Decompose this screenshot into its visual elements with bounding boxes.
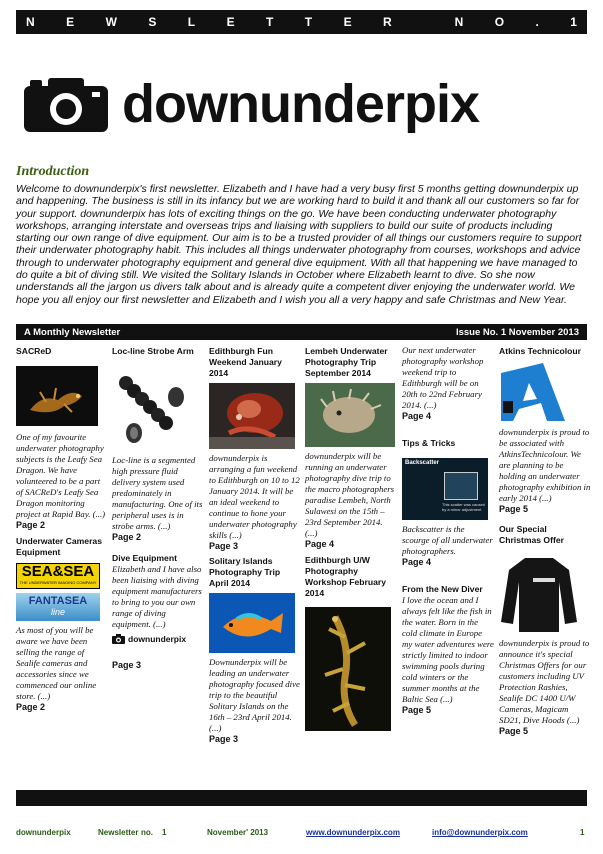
footer-no: no.	[141, 828, 153, 837]
footer-page-number: 1	[580, 828, 585, 837]
edithburgh-fun-page-link[interactable]: Page 3	[209, 541, 239, 551]
fantasea-logo	[16, 593, 100, 621]
loc-line-arm-photo	[112, 365, 196, 449]
frogfish-photo	[305, 383, 395, 447]
new-diver-text: I love the ocean and I always felt like the fish in the water. Born in the cold climate in Europe my water adventures were strictly limited to indoor swimming pools during cold winters or the summer months at the Baltic Sea (...)	[402, 595, 494, 704]
tips-text: Backscatter is the scourge of all underwater photographers.	[402, 524, 493, 556]
dive-equipment-heading: Dive Equipment	[112, 553, 177, 563]
solitary-islands-heading: Solitary Islands Photography Trip April 2014	[209, 556, 281, 588]
banner-letter: R	[383, 15, 392, 29]
locline-heading: Loc-line Strobe Arm	[112, 346, 194, 356]
cameras-heading: Underwater Cameras Equipment	[16, 536, 102, 557]
small-logo	[112, 634, 204, 644]
lembeh-text: downunderpix will be running an underwater photography dive trip to the macro photographers paradise Lembeh, North Sulawesi on the 15th – 23rd September 2014. (...)	[305, 451, 395, 538]
banner-letter: T	[266, 15, 274, 29]
backscatter-caption: This scatter was caused by a minor adjustment	[442, 502, 485, 512]
solitary-islands-text: Downunderpix will be leading an underwater photography focused dive trip to the beautiful Solitary Islands on the 16th – 23rd April 2014. (...)	[209, 657, 300, 733]
newsletter-banner	[16, 10, 587, 34]
small-logo-text: downunderpix	[128, 634, 187, 644]
lembeh-heading: Lembeh Underwater Photography Trip September 2014	[305, 346, 388, 378]
workshop-page-link[interactable]: Page 4	[402, 411, 432, 421]
atkins-page-link[interactable]: Page 5	[499, 504, 529, 514]
cameras-page-link[interactable]: Page 2	[16, 702, 46, 712]
footer-newsletter: Newsletter	[98, 828, 139, 837]
sea-and-sea-text: SEA&SEA	[21, 563, 95, 580]
issue-bar	[16, 324, 587, 340]
column-1	[16, 346, 108, 712]
banner-letter: S	[148, 15, 157, 29]
banner-letter: E	[66, 15, 75, 29]
edithburgh-fun-heading: Edithburgh Fun Weekend January 2014	[209, 346, 282, 378]
new-diver-heading: From the New Diver	[402, 584, 483, 594]
sacred-heading: SACReD	[16, 346, 52, 356]
banner-letter: N	[454, 15, 464, 29]
dive-equipment-page-link[interactable]: Page 3	[112, 660, 142, 670]
footer-website-link[interactable]: www.downunderpix.com	[306, 828, 400, 837]
column-6	[499, 346, 591, 736]
footer-number: 1	[162, 828, 167, 837]
christmas-offer-page-link[interactable]: Page 5	[499, 726, 529, 736]
column-5	[402, 345, 494, 715]
dive-equipment-text: Elizabeth and I have also been liaising with diving equipment manufacturers to bring to you our own range of diving equipment. (...)	[112, 564, 202, 629]
fish-photo	[209, 593, 295, 653]
banner-letter: .	[535, 15, 539, 29]
banner-letter: 1	[570, 15, 577, 29]
new-diver-page-link[interactable]: Page 5	[402, 705, 432, 715]
atkins-heading: Atkins Technicolour	[499, 346, 581, 356]
column-4	[305, 346, 397, 731]
lembeh-page-link[interactable]: Page 4	[305, 539, 335, 549]
footer-email-link[interactable]: info@downunderpix.com	[432, 828, 528, 837]
tagline: A Monthly Newsletter	[24, 326, 121, 338]
edithburgh-fun-text: downunderpix is arranging a fun weekend to Edithburgh on 10 to 12 January 2014. It will be an ideal weekend to continue to hone your underwater photography skills (...)	[209, 453, 300, 540]
solitary-islands-page-link[interactable]: Page 3	[209, 734, 239, 744]
banner-letter: E	[226, 15, 235, 29]
locline-page-link[interactable]: Page 2	[112, 532, 142, 542]
banner-letter: E	[343, 15, 352, 29]
fantasea-subtext: line	[50, 607, 65, 617]
sea-dragon-photo	[305, 607, 391, 731]
issue-label: Issue No. 1 November 2013	[455, 326, 579, 338]
banner-letter: L	[187, 15, 196, 29]
fantasea-text: FANTASEA	[28, 595, 88, 607]
sea-and-sea-subtext: THE UNDERWATER IMAGING COMPANY	[19, 580, 97, 585]
cameras-text: As most of you will be aware we have been selling the range of Sealife cameras and accessories since we commenced our online store. (...)	[16, 625, 97, 701]
leafy-sea-dragon-photo	[16, 366, 98, 426]
banner-letter: T	[304, 15, 313, 29]
atkins-text: downunderpix is proud to be associated with AtkinsTechnicolour. We are planning to be holding an underwater photography exhibition in early 2014 (...)	[499, 427, 591, 503]
christmas-offer-heading: Our Special Christmas Offer	[499, 524, 564, 545]
banner-letter: O	[494, 15, 505, 29]
sea-and-sea-logo	[16, 563, 100, 589]
masthead-logo	[20, 74, 479, 134]
column-2	[112, 346, 204, 670]
tips-page-link[interactable]: Page 4	[402, 557, 432, 567]
edithburgh-workshop-heading: Edithburgh U/W Photography Workshop February 2014	[305, 555, 387, 598]
locline-text: Loc-line is a segmented high pressure fluid delivery system used predominately in manufacturing. One of its peripheral uses is in strobe arms. (...)	[112, 455, 203, 531]
footer-brand: downunderpix	[16, 828, 71, 837]
banner-letter: N	[26, 15, 35, 29]
atkins-logo	[499, 361, 567, 423]
footer-bar	[16, 790, 587, 806]
logo-text: downunderpix	[122, 74, 479, 134]
footer-date: November' 2013	[207, 828, 269, 837]
tips-heading: Tips & Tricks	[402, 438, 456, 448]
hermit-crab-photo	[209, 383, 295, 449]
backscatter-photo	[402, 458, 488, 520]
small-camera-icon	[112, 634, 125, 644]
intro-body: Welcome to downunderpix's first newsletter. Elizabeth and I have had a very busy first 5 months getting downunderpix up and happening. The business is still in its infancy but we are working hard to build it and thank all our customers so far for your support. downunderpix has lots of exciting things on the go. We have been conducting underwater photography workshops, arranging interstate and overseas trips and liaising with suppliers to build our suite of products including starting our own range of dive equipment. Our aim is to be a trusted provider of all things our customers require to support their underwater photography habit. This includes all things underwater photography from courses, workshops and advice through to underwater photography equipment and general dive equipment. With all that happening we have managed to do quite a bit of diving still. We visited the Solitary Islands in October where Elizabeth learnt to dive. So she now understands all the jargon us divers talk about and is already quite a competent diver enjoying the underwater world. We hope you all enjoy our first newsletter and Elizabeth and I wish you all a very happy and safe Christmas and New Year.	[16, 183, 582, 306]
rashie-shirt-photo	[499, 552, 579, 634]
sacred-text: One of my favourite underwater photography subjects is the Leafy Sea Dragon. We have volunteered to be a part of SACReD's Leafy Sea Dragon monitoring project at Rapid Bay. (...)	[16, 432, 106, 519]
workshop-continued-text: Our next underwater photography workshop weekend trip to Edithburgh will be on 20th to 22nd February 2014. (...)	[402, 345, 484, 410]
backscatter-label: Backscatter	[405, 460, 440, 466]
sacred-page-link[interactable]: Page 2	[16, 520, 46, 530]
intro-title: Introduction	[16, 164, 90, 179]
column-3	[209, 346, 301, 744]
camera-icon	[20, 74, 112, 134]
banner-letter: W	[105, 15, 117, 29]
christmas-offer-text: downunderpix is proud to announce it's special Christmas Offers for our customers including UV Protection Rashies, Sealife DC 1400 U/W Cameras, Magicam SD21, Dive Hoods (...)	[499, 638, 590, 725]
backscatter-inset	[444, 472, 478, 500]
